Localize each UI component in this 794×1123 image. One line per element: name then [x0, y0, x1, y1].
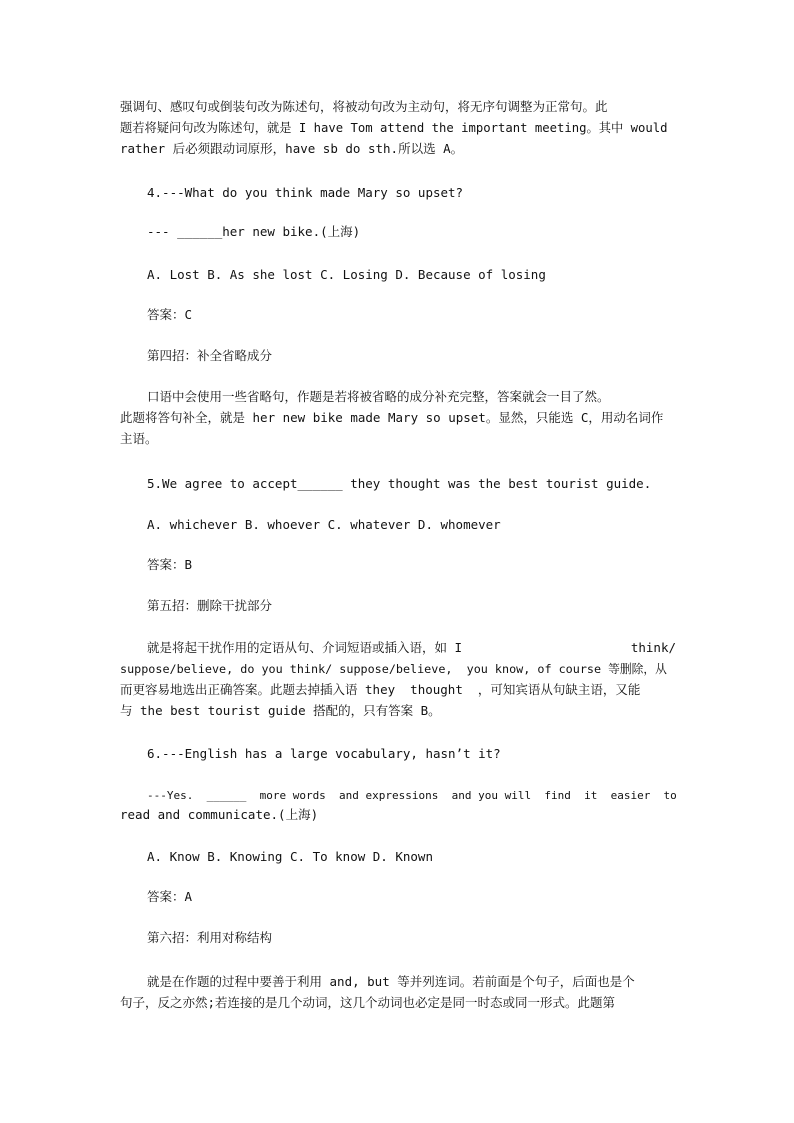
- tip4-line-1: 口语中会使用一些省略句，作题是若将被省略的成分补充完整，答案就会一目了然。: [147, 389, 610, 404]
- tip6-line-2: 句子，反之亦然;若连接的是几个动词，这几个动词也必定是同一时态或同一形式。此题第: [120, 995, 616, 1010]
- q6-question: 6.---English has a large vocabulary, hasn’t it?: [147, 746, 501, 761]
- q4-answer: 答案：C: [147, 307, 193, 322]
- intro-line-3: rather 后必须跟动词原形，have sb do sth.所以选 A。: [120, 141, 464, 156]
- q6-options: A. Know B. Knowing C. To know D. Known: [147, 849, 433, 864]
- tip4-heading: 第四招：补全省略成分: [147, 348, 273, 363]
- tip5-line-1-end: think/: [630, 640, 676, 655]
- intro-line-1: 强调句、感叹句或倒装句改为陈述句，将被动句改为主动句，将无序句调整为正常句。此: [120, 99, 608, 114]
- q6-response-line-2: read and communicate.(上海): [120, 807, 319, 822]
- q4-question: 4.---What do you think made Mary so upset?: [147, 185, 464, 200]
- tip6-line-1: 就是在作题的过程中要善于利用 and, but 等并列连词。若前面是个句子，后面也是个: [147, 974, 635, 989]
- tip4-line-3: 主语。: [120, 431, 158, 446]
- q5-options: A. whichever B. whoever C. whatever D. whomever: [147, 517, 501, 532]
- tip5-line-1: [147, 638, 676, 658]
- tip4-line-2: 此题将答句补全，就是 her new bike made Mary so upset。显然，只能选 C，用动名词作: [120, 410, 664, 425]
- q4-response: --- ______her new bike.(上海): [147, 224, 361, 239]
- q6-answer: 答案：A: [147, 889, 193, 904]
- tip5-line-4: 与 the best tourist guide 搭配的，只有答案 B。: [120, 703, 441, 718]
- q4-options: A. Lost B. As she lost C. Losing D. Because of losing: [147, 267, 546, 282]
- tip5-line-3: 而更容易地选出正确答案。此题去掉插入语 they thought ，可知宾语从句缺主语，又能: [120, 682, 641, 697]
- tip5-heading: 第五招：删除干扰部分: [147, 598, 273, 613]
- tip5-line-1-start: 就是将起干扰作用的定语从句、介词短语或插入语，如 I: [147, 640, 463, 655]
- q5-question: 5.We agree to accept______ they thought was the best tourist guide.: [147, 476, 652, 491]
- q5-answer: 答案：B: [147, 557, 193, 572]
- q6-response-line-1: ---Yes. ______ more words and expressions and you will find it easier to: [147, 789, 677, 802]
- tip5-line-2: suppose/believe, do you think/ suppose/believe, you know, of course 等删除，从: [120, 662, 667, 676]
- tip6-heading: 第六招：利用对称结构: [147, 930, 273, 945]
- intro-line-2: 题若将疑问句改为陈述句，就是 I have Tom attend the important meeting。其中 would: [120, 121, 668, 135]
